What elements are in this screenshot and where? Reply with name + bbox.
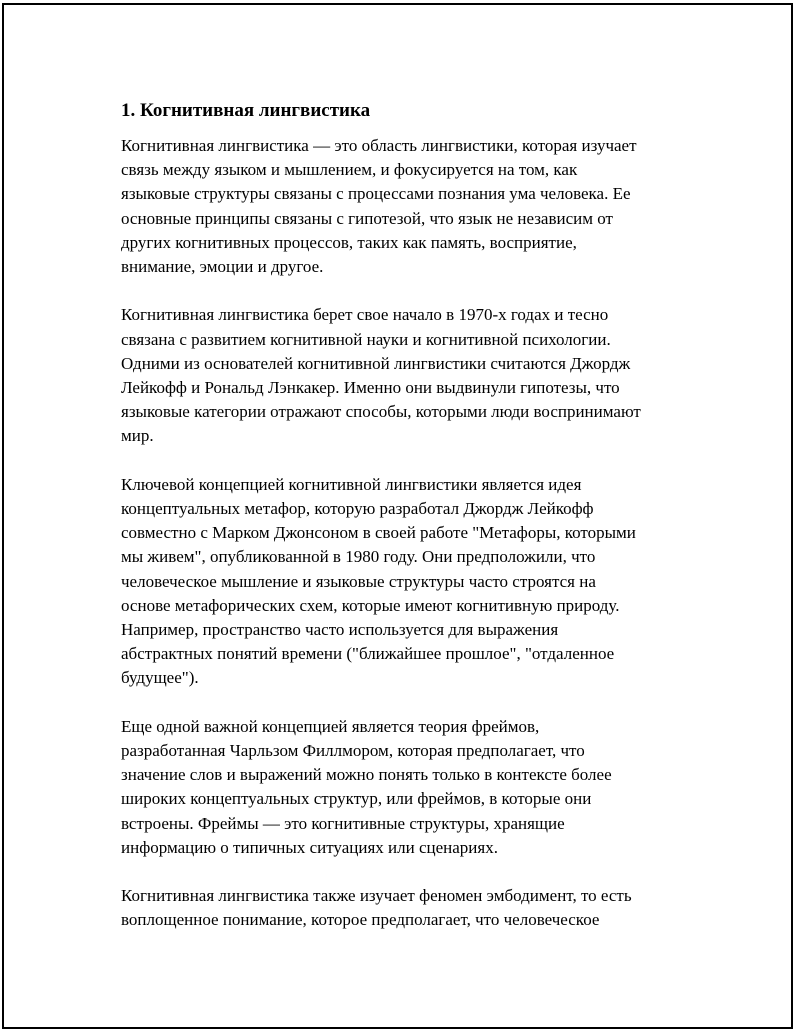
text-line: значение слов и выражений можно понять только в контексте более — [121, 765, 612, 785]
paragraph-5 — [121, 884, 711, 932]
text-line: языковые категории отражают способы, которыми люди воспринимают — [121, 402, 641, 422]
text-line: Лейкофф и Рональд Лэнкакер. Именно они выдвинули гипотезы, что — [121, 378, 620, 398]
text-line: Ключевой концепцией когнитивной лингвистики является идея — [121, 474, 582, 494]
text-line: Например, пространство часто используется для выражения — [121, 620, 559, 640]
text-line: основные принципы связаны с гипотезой, что язык не независим от — [121, 208, 613, 228]
text-line: широких концептуальных структур, или фреймов, в которые они — [121, 789, 592, 809]
text-line: других когнитивных процессов, таких как память, восприятие, — [121, 232, 577, 252]
text-line: внимание, эмоции и другое. — [121, 257, 324, 277]
text-line: основе метафорических схем, которые имеют когнитивную природу. — [121, 595, 620, 615]
text-line: мир. — [121, 426, 154, 446]
text-line: информацию о типичных ситуациях или сценариях. — [121, 837, 498, 857]
text-line: мы живем", опубликованной в 1980 году. Они предположили, что — [121, 547, 596, 567]
text-line: разработанная Чарльзом Филлмором, которая предполагает, что — [121, 741, 585, 761]
text-line: воплощенное понимание, которое предполагает, что человеческое — [121, 910, 600, 930]
page-frame — [2, 3, 793, 1029]
text-line: Когнитивная лингвистика также изучает феномен эмбодимент, то есть — [121, 886, 632, 906]
text-line: человеческое мышление и языковые структуры часто строятся на — [121, 571, 596, 591]
paragraph-1 — [121, 134, 711, 279]
document-body — [121, 97, 711, 957]
text-line: концептуальных метафор, которую разработал Джордж Лейкофф — [121, 499, 594, 519]
text-line: Когнитивная лингвистика — это область лингвистики, которая изучает — [121, 136, 637, 155]
text-line: будущее"). — [121, 668, 199, 688]
text-line: языковые структуры связаны с процессами познания ума человека. Ее — [121, 184, 631, 204]
section-heading: 1. Когнитивная лингвистика — [121, 100, 371, 121]
paragraph-3 — [121, 473, 711, 691]
text-line: связь между языком и мышлением, и фокусируется на том, как — [121, 160, 578, 180]
text-line: связана с развитием когнитивной науки и когнитивной психологии. — [121, 329, 611, 349]
text-line: Когнитивная лингвистика берет свое начало в 1970-х годах и тесно — [121, 305, 609, 325]
paragraph-4 — [121, 715, 711, 860]
text-line: Еще одной важной концепцией является теория фреймов, — [121, 716, 540, 736]
text-line: совместно с Марком Джонсоном в своей работе "Метафоры, которыми — [121, 523, 636, 543]
text-line: абстрактных понятий времени ("ближайшее прошлое", "отдаленное — [121, 644, 615, 664]
text-line: Одними из основателей когнитивной лингвистики считаются Джордж — [121, 353, 631, 373]
text-line: встроены. Фреймы — это когнитивные структуры, хранящие — [121, 813, 565, 833]
paragraph-2 — [121, 303, 711, 448]
